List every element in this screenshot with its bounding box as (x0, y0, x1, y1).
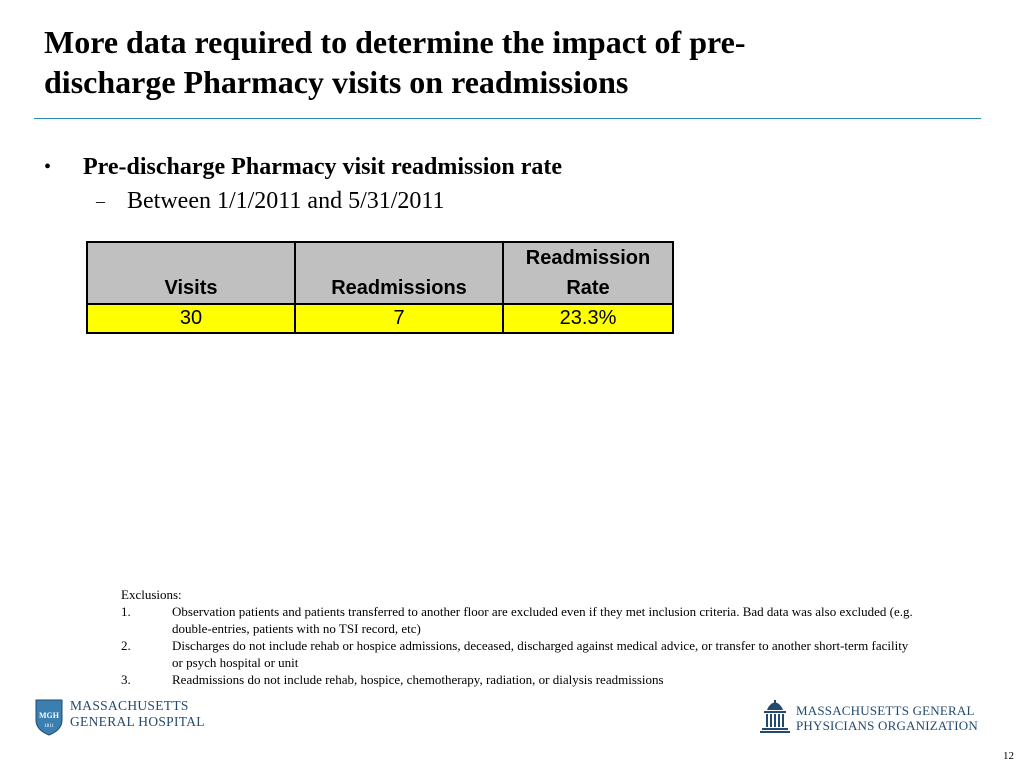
cell-readmission-rate: 23.3% (503, 304, 673, 333)
exclusion-text: Discharges do not include rehab or hospice admissions, deceased, discharged against medical advice, or transfer to another short-term facility or psych hospital or unit (172, 638, 909, 670)
mgpo-logo-line2: PHYSICIANS ORGANIZATION (796, 718, 978, 733)
header-readmissions: Readmissions (295, 242, 503, 304)
table-header-row (87, 242, 673, 304)
slide-title (44, 22, 944, 102)
table-row (87, 304, 673, 333)
shield-text: MGH (39, 711, 59, 720)
slide-title-line2: discharge Pharmacy visits on readmissions (44, 64, 629, 100)
sub-bullet-text: Between 1/1/2011 and 5/31/2011 (127, 188, 445, 214)
title-divider (34, 118, 981, 119)
slide-title-line1: More data required to determine the impact of pre- (44, 24, 746, 60)
exclusion-number: 2. (121, 638, 131, 653)
page-number: 12 (1003, 750, 1014, 762)
mgh-logo-text (70, 698, 205, 730)
dash-icon: – (96, 191, 105, 211)
bullet-text: Pre-discharge Pharmacy visit readmission rate (83, 154, 563, 180)
header-rate-line1: Readmission (525, 247, 651, 269)
exclusions-note (121, 586, 921, 688)
building-icon (758, 700, 792, 734)
exclusion-item (121, 637, 921, 671)
mgpo-logo-text (796, 703, 978, 733)
shield-year: 1811 (44, 724, 54, 729)
exclusion-text: Observation patients and patients transferred to another floor are excluded even if they met inclusion criteria. Bad data was also excluded (e.g. double-entries, patients with no TSI record, etc) (172, 604, 913, 636)
header-readmission-rate (503, 242, 673, 304)
bullet-dot-icon: • (44, 156, 52, 178)
mgh-logo (34, 698, 214, 736)
exclusion-item (121, 671, 921, 688)
header-rate-line2: Rate (566, 277, 610, 299)
readmission-table (86, 241, 674, 334)
exclusion-text: Readmissions do not include rehab, hospice, chemotherapy, radiation, or dialysis readmissions (172, 672, 664, 687)
exclusion-item (121, 603, 921, 637)
mgh-logo-line2: GENERAL HOSPITAL (70, 714, 205, 729)
exclusion-number: 3. (121, 672, 131, 687)
cell-visits: 30 (87, 304, 295, 333)
exclusions-heading: Exclusions: (121, 587, 182, 602)
exclusion-number: 1. (121, 604, 131, 619)
mgpo-logo-line1: MASSACHUSETTS GENERAL (796, 703, 975, 718)
mgh-logo-line1: MASSACHUSETTS (70, 698, 189, 713)
mgh-shield-icon (34, 698, 64, 736)
header-visits: Visits (87, 242, 295, 304)
mgpo-logo (758, 700, 990, 736)
cell-readmissions: 7 (295, 304, 503, 333)
